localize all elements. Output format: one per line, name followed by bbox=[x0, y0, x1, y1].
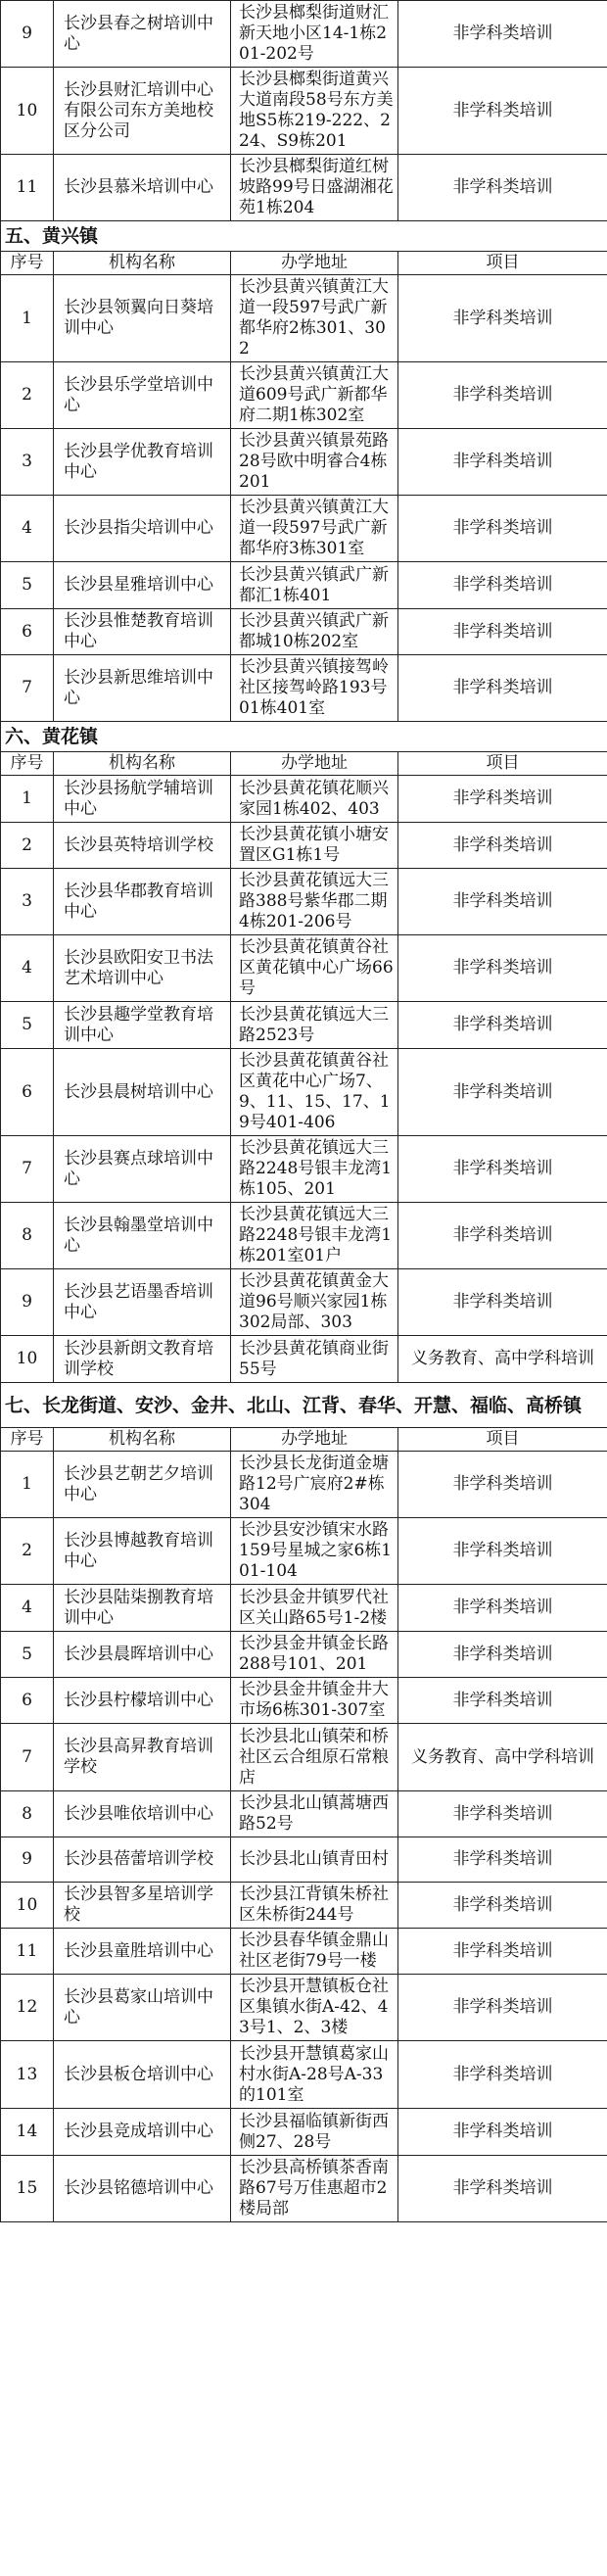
table-row bbox=[1, 2109, 607, 2156]
school-address: 长沙县黄兴镇接驾岭社区接驾岭路193号01栋401室 bbox=[231, 655, 398, 722]
project-type: 非学科类培训 bbox=[398, 2109, 607, 2156]
school-address: 长沙县黄花镇远大三路2523号 bbox=[231, 1002, 398, 1049]
institution-name: 长沙县唯依培训中心 bbox=[54, 1791, 231, 1837]
row-number: 1 bbox=[1, 1452, 54, 1518]
section-title: 七、长龙街道、安沙、金井、北山、江背、春华、开慧、福临、高桥镇 bbox=[1, 1383, 607, 1428]
table-row bbox=[1, 1518, 607, 1585]
school-address: 长沙县黄花镇黄金大道96号顺兴家园1栋302局部、303 bbox=[231, 1269, 398, 1336]
table-row bbox=[1, 1975, 607, 2041]
school-address: 长沙县黄兴镇黄江大道609号武广新都华府二期1栋302室 bbox=[231, 362, 398, 429]
table-row bbox=[1, 1203, 607, 1269]
table-row bbox=[1, 429, 607, 496]
project-type: 非学科类培训 bbox=[398, 1632, 607, 1678]
institution-name: 长沙县学优教育培训中心 bbox=[54, 429, 231, 496]
row-number: 10 bbox=[1, 1336, 54, 1383]
table-row bbox=[1, 68, 607, 155]
table-row bbox=[1, 1678, 607, 1724]
school-address: 长沙县榔梨街道红树坡路99号日盛湖湘花苑1栋204 bbox=[231, 155, 398, 221]
project-type: 非学科类培训 bbox=[398, 1929, 607, 1975]
project-type: 非学科类培训 bbox=[398, 1837, 607, 1883]
institution-name: 长沙县艺朝艺夕培训中心 bbox=[54, 1452, 231, 1518]
school-address: 长沙县黄花镇小塘安置区G1栋1号 bbox=[231, 823, 398, 869]
institution-name: 长沙县英特培训学校 bbox=[54, 823, 231, 869]
table-row bbox=[1, 1136, 607, 1203]
institution-name: 长沙县财汇培训中心有限公司东方美地校区分公司 bbox=[54, 68, 231, 155]
row-number: 4 bbox=[1, 935, 54, 1002]
table-row bbox=[1, 362, 607, 429]
school-address: 长沙县开慧镇板仓社区集镇水街A-42、43号1、2、3楼 bbox=[231, 1975, 398, 2041]
project-type: 非学科类培训 bbox=[398, 1269, 607, 1336]
institution-name: 长沙县扬航学辅培训中心 bbox=[54, 776, 231, 823]
table-row bbox=[1, 1724, 607, 1791]
institution-name: 长沙县博越教育培训中心 bbox=[54, 1518, 231, 1585]
project-type: 非学科类培训 bbox=[398, 155, 607, 221]
row-number: 9 bbox=[1, 1269, 54, 1336]
header-institution-name: 机构名称 bbox=[54, 252, 231, 275]
row-number: 9 bbox=[1, 1, 54, 68]
table-row bbox=[1, 2041, 607, 2109]
project-type: 非学科类培训 bbox=[398, 776, 607, 823]
header-project: 项目 bbox=[398, 252, 607, 275]
project-type: 非学科类培训 bbox=[398, 1136, 607, 1203]
header-institution-name: 机构名称 bbox=[54, 1428, 231, 1452]
school-address: 长沙县安沙镇宋水路159号星城之家6栋101-104 bbox=[231, 1518, 398, 1585]
row-number: 15 bbox=[1, 2156, 54, 2222]
table-row bbox=[1, 1929, 607, 1975]
project-type: 非学科类培训 bbox=[398, 562, 607, 609]
institution-name: 长沙县慕米培训中心 bbox=[54, 155, 231, 221]
project-type: 义务教育、高中学科培训 bbox=[398, 1336, 607, 1383]
institution-name: 长沙县新思维培训中心 bbox=[54, 655, 231, 722]
header-project: 项目 bbox=[398, 752, 607, 776]
school-address: 长沙县榔梨街道黄兴大道南段58号东方美地S5栋219-222、224、S9栋201 bbox=[231, 68, 398, 155]
institution-name: 长沙县竞成培训中心 bbox=[54, 2109, 231, 2156]
institution-name: 长沙县趣学堂教育培训中心 bbox=[54, 1002, 231, 1049]
school-address: 长沙县黄花镇花顺兴家园1栋402、403 bbox=[231, 776, 398, 823]
project-type: 非学科类培训 bbox=[398, 935, 607, 1002]
row-number: 2 bbox=[1, 823, 54, 869]
institution-name: 长沙县赛点球培训中心 bbox=[54, 1136, 231, 1203]
institution-name: 长沙县欧阳安卫书法艺术培训中心 bbox=[54, 935, 231, 1002]
table-row bbox=[1, 1791, 607, 1837]
project-type: 非学科类培训 bbox=[398, 2041, 607, 2109]
school-address: 长沙县黄兴镇武广新都汇1栋401 bbox=[231, 562, 398, 609]
table-row bbox=[1, 155, 607, 221]
row-number: 2 bbox=[1, 362, 54, 429]
institution-name: 长沙县蓓蕾培训学校 bbox=[54, 1837, 231, 1883]
table-row bbox=[1, 1049, 607, 1136]
school-address: 长沙县北山镇蒿塘西路52号 bbox=[231, 1791, 398, 1837]
institution-name: 长沙县领翼向日葵培训中心 bbox=[54, 275, 231, 362]
school-address: 长沙县福临镇新街西侧27、28号 bbox=[231, 2109, 398, 2156]
project-type: 非学科类培训 bbox=[398, 869, 607, 935]
table-row bbox=[1, 869, 607, 935]
project-type: 非学科类培训 bbox=[398, 1975, 607, 2041]
institution-name: 长沙县晨树培训中心 bbox=[54, 1049, 231, 1136]
institution-name: 长沙县华郡教育培训中心 bbox=[54, 869, 231, 935]
row-number: 3 bbox=[1, 869, 54, 935]
table-row bbox=[1, 1837, 607, 1883]
row-number: 4 bbox=[1, 496, 54, 562]
project-type: 非学科类培训 bbox=[398, 1, 607, 68]
row-number: 6 bbox=[1, 609, 54, 655]
row-number: 11 bbox=[1, 1929, 54, 1975]
table-row bbox=[1, 1883, 607, 1929]
school-address: 长沙县北山镇荣和桥社区云合组原石常粮店 bbox=[231, 1724, 398, 1791]
institution-name: 长沙县艺语墨香培训中心 bbox=[54, 1269, 231, 1336]
row-number: 1 bbox=[1, 275, 54, 362]
school-address: 长沙县黄花镇商业街55号 bbox=[231, 1336, 398, 1383]
project-type: 非学科类培训 bbox=[398, 68, 607, 155]
school-address: 长沙县黄兴镇武广新都城10栋202室 bbox=[231, 609, 398, 655]
section-title: 六、黄花镇 bbox=[1, 722, 607, 752]
table-row bbox=[1, 562, 607, 609]
institution-name: 长沙县葛家山培训中心 bbox=[54, 1975, 231, 2041]
row-number: 3 bbox=[1, 429, 54, 496]
school-address: 长沙县黄花镇黄谷社区黄花中心广场7、9、11、15、17、19号401-406 bbox=[231, 1049, 398, 1136]
school-address: 长沙县金井镇罗代社区关山路65号1-2楼 bbox=[231, 1585, 398, 1632]
project-type: 非学科类培训 bbox=[398, 362, 607, 429]
institution-name: 长沙县柠檬培训中心 bbox=[54, 1678, 231, 1724]
project-type: 非学科类培训 bbox=[398, 655, 607, 722]
project-type: 非学科类培训 bbox=[398, 609, 607, 655]
row-number: 10 bbox=[1, 1883, 54, 1929]
project-type: 非学科类培训 bbox=[398, 1452, 607, 1518]
project-type: 非学科类培训 bbox=[398, 429, 607, 496]
school-address: 长沙县长龙街道金塘路12号广宸府2#栋304 bbox=[231, 1452, 398, 1518]
project-type: 非学科类培训 bbox=[398, 1203, 607, 1269]
row-number: 13 bbox=[1, 2041, 54, 2109]
project-type: 义务教育、高中学科培训 bbox=[398, 1724, 607, 1791]
row-number: 4 bbox=[1, 1585, 54, 1632]
table-row bbox=[1, 1, 607, 68]
institution-name: 长沙县指尖培训中心 bbox=[54, 496, 231, 562]
row-number: 2 bbox=[1, 1518, 54, 1585]
school-address: 长沙县北山镇青田村 bbox=[231, 1837, 398, 1883]
institution-name: 长沙县新朗文教育培训学校 bbox=[54, 1336, 231, 1383]
table-row bbox=[1, 1002, 607, 1049]
table-row bbox=[1, 823, 607, 869]
school-address: 长沙县黄花镇远大三路2248号银丰龙湾1栋105、201 bbox=[231, 1136, 398, 1203]
project-type: 非学科类培训 bbox=[398, 2156, 607, 2222]
school-address: 长沙县黄兴镇景苑路28号欧中明睿合4栋201 bbox=[231, 429, 398, 496]
institution-name: 长沙县晨晖培训中心 bbox=[54, 1632, 231, 1678]
school-address: 长沙县黄花镇远大三路2248号银丰龙湾1栋201室01户 bbox=[231, 1203, 398, 1269]
institution-name: 长沙县高昇教育培训学校 bbox=[54, 1724, 231, 1791]
table-body bbox=[1, 1, 607, 2222]
institution-name: 长沙县板仓培训中心 bbox=[54, 2041, 231, 2109]
institution-name: 长沙县智多星培训学校 bbox=[54, 1883, 231, 1929]
project-type: 非学科类培训 bbox=[398, 496, 607, 562]
school-address: 长沙县黄兴镇黄江大道一段597号武广新都华府3栋301室 bbox=[231, 496, 398, 562]
row-number: 7 bbox=[1, 1136, 54, 1203]
row-number: 8 bbox=[1, 1791, 54, 1837]
school-address: 长沙县金井镇金井大市场6栋301-307室 bbox=[231, 1678, 398, 1724]
project-type: 非学科类培训 bbox=[398, 1791, 607, 1837]
table-row bbox=[1, 1452, 607, 1518]
header-institution-name: 机构名称 bbox=[54, 752, 231, 776]
row-number: 5 bbox=[1, 1632, 54, 1678]
section-heading-row bbox=[1, 1383, 607, 1428]
school-address: 长沙县春华镇金鼎山社区老街79号一楼 bbox=[231, 1929, 398, 1975]
header-number: 序号 bbox=[1, 752, 54, 776]
row-number: 5 bbox=[1, 562, 54, 609]
header-project: 项目 bbox=[398, 1428, 607, 1452]
row-number: 7 bbox=[1, 655, 54, 722]
school-address: 长沙县江背镇朱桥社区朱桥街244号 bbox=[231, 1883, 398, 1929]
project-type: 非学科类培训 bbox=[398, 1049, 607, 1136]
row-number: 7 bbox=[1, 1724, 54, 1791]
school-address: 长沙县黄花镇远大三路388号紫华郡二期4栋201-206号 bbox=[231, 869, 398, 935]
institution-name: 长沙县星雅培训中心 bbox=[54, 562, 231, 609]
project-type: 非学科类培训 bbox=[398, 1883, 607, 1929]
school-address: 长沙县金井镇金长路288号101、201 bbox=[231, 1632, 398, 1678]
school-address: 长沙县黄兴镇黄江大道一段597号武广新都华府2栋301、302 bbox=[231, 275, 398, 362]
section-title: 五、黄兴镇 bbox=[1, 221, 607, 252]
row-number: 6 bbox=[1, 1049, 54, 1136]
school-address: 长沙县高桥镇茶香南路67号万佳惠超市2楼局部 bbox=[231, 2156, 398, 2222]
table-row bbox=[1, 1632, 607, 1678]
institution-name: 长沙县惟楚教育培训中心 bbox=[54, 609, 231, 655]
header-number: 序号 bbox=[1, 1428, 54, 1452]
row-number: 8 bbox=[1, 1203, 54, 1269]
row-number: 12 bbox=[1, 1975, 54, 2041]
table-row bbox=[1, 609, 607, 655]
project-type: 非学科类培训 bbox=[398, 823, 607, 869]
school-address: 长沙县榔梨街道财汇新天地小区14-1栋201-202号 bbox=[231, 1, 398, 68]
institution-name: 长沙县翰墨堂培训中心 bbox=[54, 1203, 231, 1269]
table-row bbox=[1, 496, 607, 562]
project-type: 非学科类培训 bbox=[398, 1678, 607, 1724]
project-type: 非学科类培训 bbox=[398, 1002, 607, 1049]
table-row bbox=[1, 776, 607, 823]
institution-name: 长沙县童胜培训中心 bbox=[54, 1929, 231, 1975]
institution-name: 长沙县乐学堂培训中心 bbox=[54, 362, 231, 429]
row-number: 14 bbox=[1, 2109, 54, 2156]
table-header-row bbox=[1, 752, 607, 776]
header-number: 序号 bbox=[1, 252, 54, 275]
school-address: 长沙县黄花镇黄谷社区黄花镇中心广场66号 bbox=[231, 935, 398, 1002]
row-number: 11 bbox=[1, 155, 54, 221]
header-address: 办学地址 bbox=[231, 1428, 398, 1452]
school-address: 长沙县开慧镇葛家山村水街A-28号A-33的101室 bbox=[231, 2041, 398, 2109]
table-header-row bbox=[1, 252, 607, 275]
table-row bbox=[1, 275, 607, 362]
institution-name: 长沙县春之树培训中心 bbox=[54, 1, 231, 68]
header-address: 办学地址 bbox=[231, 252, 398, 275]
section-heading-row bbox=[1, 722, 607, 752]
table-row bbox=[1, 1269, 607, 1336]
row-number: 9 bbox=[1, 1837, 54, 1883]
table-row bbox=[1, 655, 607, 722]
row-number: 1 bbox=[1, 776, 54, 823]
header-address: 办学地址 bbox=[231, 752, 398, 776]
table-row bbox=[1, 1336, 607, 1383]
row-number: 6 bbox=[1, 1678, 54, 1724]
row-number: 5 bbox=[1, 1002, 54, 1049]
project-type: 非学科类培训 bbox=[398, 1585, 607, 1632]
section-heading-row bbox=[1, 221, 607, 252]
row-number: 10 bbox=[1, 68, 54, 155]
institution-name: 长沙县陆柒捌教育培训中心 bbox=[54, 1585, 231, 1632]
table-row bbox=[1, 935, 607, 1002]
table-row bbox=[1, 2156, 607, 2222]
project-type: 非学科类培训 bbox=[398, 275, 607, 362]
table-header-row bbox=[1, 1428, 607, 1452]
table-row bbox=[1, 1585, 607, 1632]
project-type: 非学科类培训 bbox=[398, 1518, 607, 1585]
institution-name: 长沙县铭德培训中心 bbox=[54, 2156, 231, 2222]
